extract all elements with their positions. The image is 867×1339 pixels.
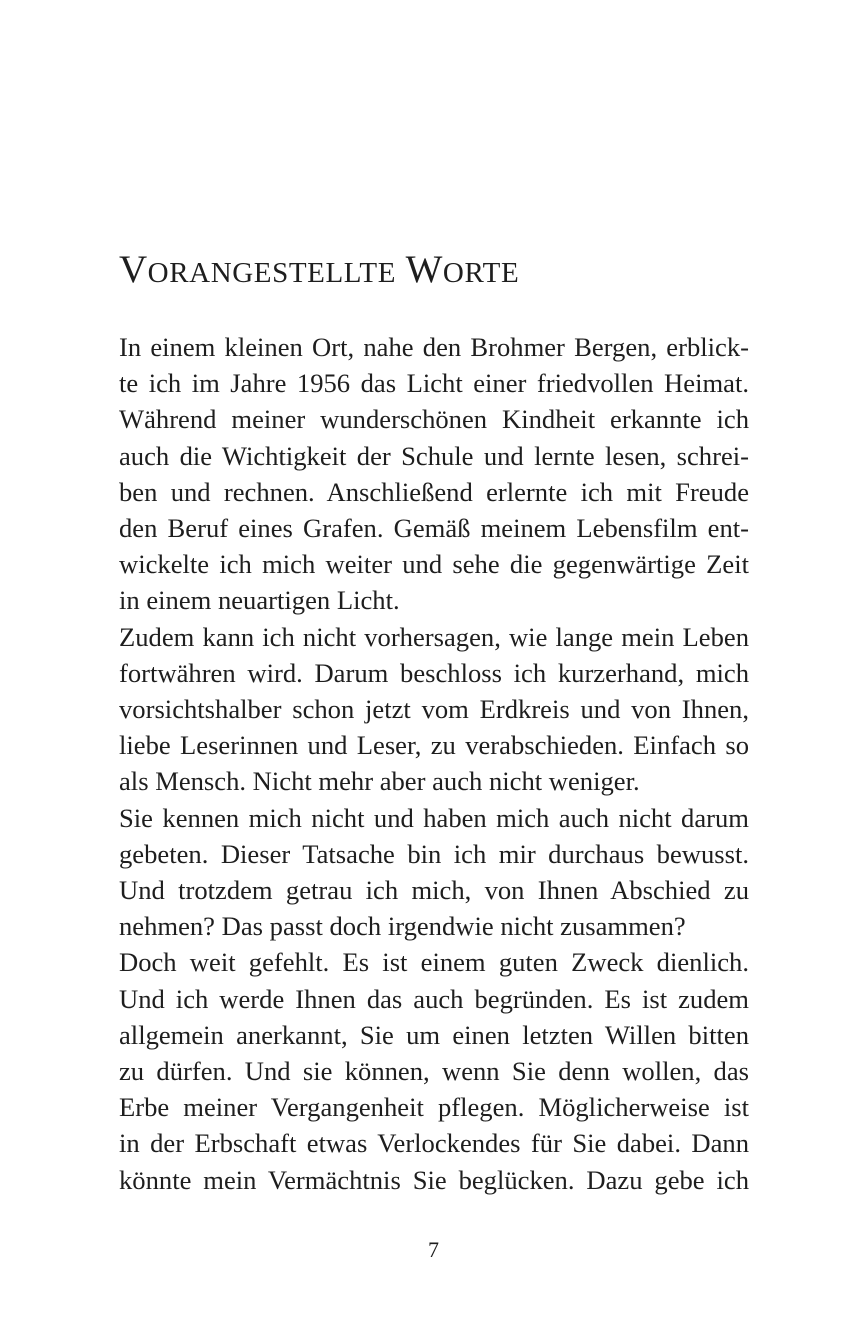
text-line: gebeten. Dieser Tatsache bin ich mir durchaus bewusst. xyxy=(119,838,749,869)
text-line: vorsichtshalber schon jetzt vom Erdkreis und von Ihnen, xyxy=(119,694,749,725)
text-line: Und trotzdem getrau ich mich, von Ihnen Abschied zu xyxy=(119,875,749,906)
text-line: nehmen? Das passt doch irgendwie nicht zusammen? xyxy=(119,911,686,942)
text-line: allgemein anerkannt, Sie um einen letzten Willen bitten xyxy=(119,1019,749,1050)
text-line: in der Erbschaft etwas Verlockendes für Sie dabei. Dann xyxy=(119,1128,749,1159)
text-line: Und ich werde Ihnen das auch begründen. Es ist zudem xyxy=(119,983,749,1014)
heading-word-2-rest: ORTE xyxy=(442,257,520,289)
text-line: Sie kennen mich nicht und haben mich auch nicht darum xyxy=(119,802,749,833)
text-line: den Beruf eines Grafen. Gemäß meinem Lebensfilm ent- xyxy=(119,513,749,544)
text-line: Während meiner wunderschönen Kindheit erkannte ich xyxy=(119,404,749,435)
heading-initial-w: W xyxy=(405,248,443,291)
text-line: Zudem kann ich nicht vorhersagen, wie lange mein Leben xyxy=(119,621,749,652)
text-line: Erbe meiner Vergangenheit pflegen. Möglicherweise ist xyxy=(119,1092,749,1123)
text-line: als Mensch. Nicht mehr aber auch nicht weniger. xyxy=(119,766,640,797)
text-line: ben und rechnen. Anschließend erlernte ich mit Freude xyxy=(119,476,749,507)
text-line: zu dürfen. Und sie können, wenn Sie denn wollen, das xyxy=(119,1056,749,1087)
text-line: auch die Wichtigkeit der Schule und lernte lesen, schrei- xyxy=(119,440,749,471)
page-number: 7 xyxy=(428,1237,439,1262)
text-line: Doch weit gefehlt. Es ist einem guten Zweck dienlich. xyxy=(119,947,749,978)
text-line: te ich im Jahre 1956 das Licht einer friedvollen Heimat. xyxy=(119,368,749,399)
text-line: könnte mein Vermächtnis Sie beglücken. Dazu gebe ich xyxy=(119,1164,749,1195)
heading-word-1-rest: ORANGESTELLTE xyxy=(147,257,397,289)
text-line: liebe Leserinnen und Leser, zu verabschieden. Einfach so xyxy=(119,730,749,761)
body-text xyxy=(119,329,749,1198)
chapter-heading xyxy=(119,246,519,297)
text-line: in einem neuartigen Licht. xyxy=(119,585,400,616)
heading-initial-v: V xyxy=(119,248,148,291)
text-line: In einem kleinen Ort, nahe den Brohmer Bergen, erblick- xyxy=(119,332,749,362)
text-line: fortwähren wird. Darum beschloss ich kurzerhand, mich xyxy=(119,657,749,688)
text-line: wickelte ich mich weiter und sehe die gegenwärtige Zeit xyxy=(119,549,749,580)
